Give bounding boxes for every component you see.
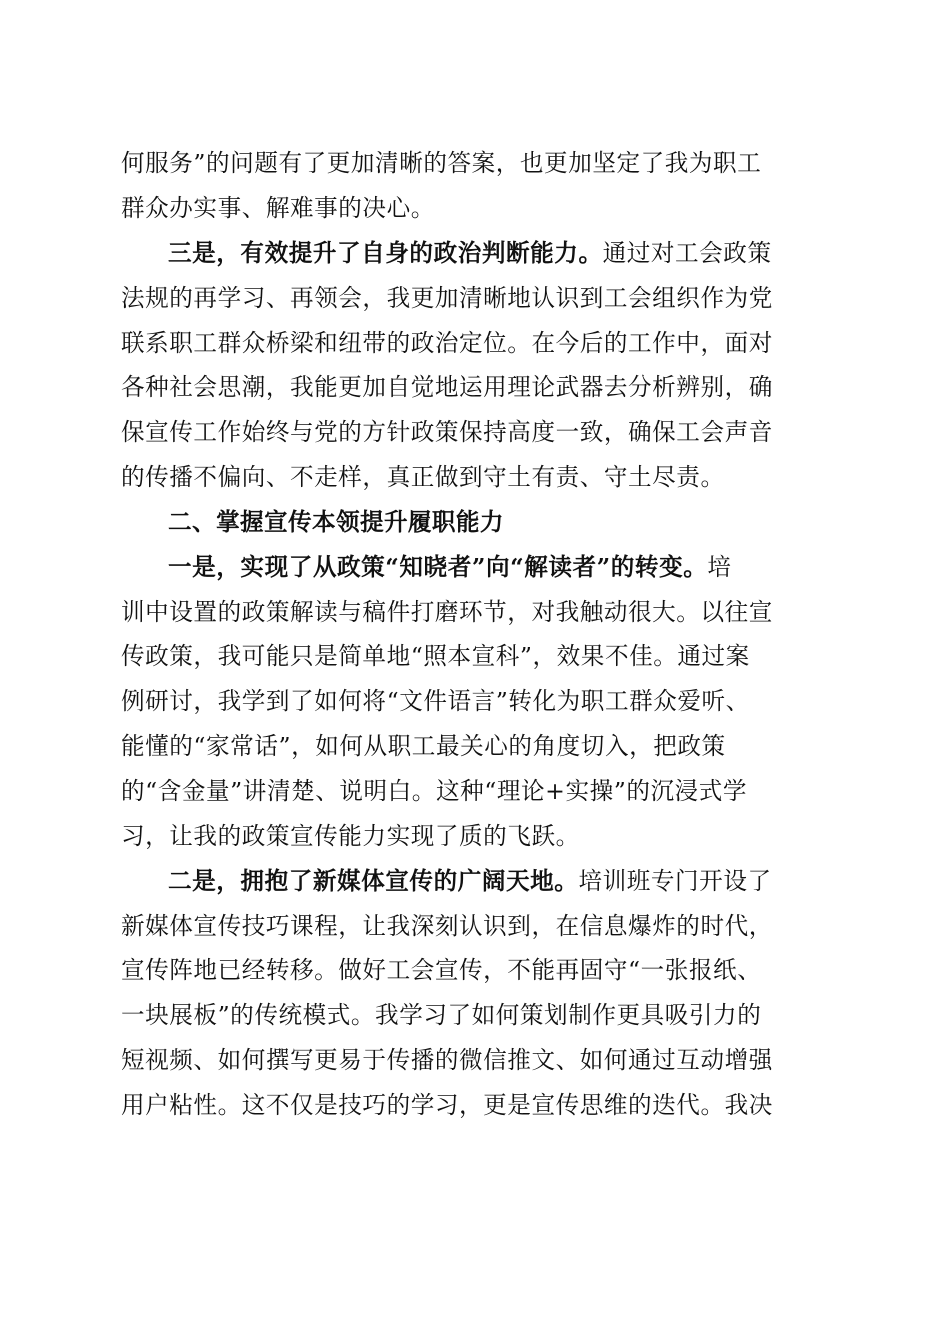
paragraph-line [121,776,747,806]
line-text: 宣传阵地已经转移。做好工会宣传，不能再固守“一张报纸、 [121,956,762,984]
line-text: 能懂的“家常话”，如何从职工最关心的角度切入，把政策 [121,732,726,760]
paragraph-line [121,148,761,178]
line-text: 一块展板”的传统模式。我学习了如何策划制作更具吸引力的 [121,1001,762,1029]
line-text: 短视频、如何撰写更易于传播的微信推文、如何通过互动增强 [121,1046,773,1074]
paragraph-line [121,641,750,671]
paragraph-line [121,417,773,447]
paragraph-line [121,1090,773,1120]
paragraph-first-line [168,866,772,896]
paragraph-line [121,1045,773,1075]
paragraph-line [121,911,773,941]
line-text: 群众办实事、解难事的决心。 [121,194,435,222]
paragraph-first-line [168,552,732,582]
heading-text: 二、掌握宣传本领提升履职能力 [168,508,504,536]
line-text: 习，让我的政策宣传能力实现了质的飞跃。 [121,822,580,850]
line-text: 何服务”的问题有了更加清晰的答案，也更加坚定了我为职工 [121,149,762,177]
paragraph-line [121,283,773,313]
paragraph-first-line [168,238,772,268]
line-text: 保宣传工作始终与党的方针政策保持高度一致，确保工会声音 [121,418,773,446]
paragraph-line [121,193,435,223]
paragraph-lead: 二是，拥抱了新媒体宣传的广阔天地。 [168,867,579,895]
line-text: 联系职工群众桥梁和纽带的政治定位。在今后的工作中，面对 [121,329,773,357]
paragraph-lead: 三是，有效提升了自身的政治判断能力。 [168,239,603,267]
paragraph-line [121,462,725,492]
section-heading [168,507,504,537]
paragraph-line [121,686,750,716]
paragraph-line [121,597,773,627]
paragraph-line [121,372,773,402]
paragraph-lead: 一是，实现了从政策“知晓者”向“解读者”的转变。 [168,553,708,581]
paragraph-line [121,1000,761,1030]
paragraph-line [121,731,726,761]
line-text: 培 [707,553,732,581]
line-text: 培训班专门开设了 [578,867,772,895]
line-text: 的“含金量”讲清楚、说明白。这种“理论+实操”的沉浸式学 [121,777,748,805]
line-text: 用户粘性。这不仅是技巧的学习，更是宣传思维的迭代。我决 [121,1091,773,1119]
paragraph-line [121,955,761,985]
line-text: 例研讨，我学到了如何将“文件语言”转化为职工群众爱听、 [121,687,750,715]
paragraph-line [121,821,580,851]
line-text: 的传播不偏向、不走样，真正做到守土有责、守土尽责。 [121,463,725,491]
line-text: 训中设置的政策解读与稿件打磨环节，对我触动很大。以往宣 [121,598,773,626]
line-text: 各种社会思潮，我能更加自觉地运用理论武器去分析辨别，确 [121,373,773,401]
paragraph-line [121,328,773,358]
line-text: 法规的再学习、再领会，我更加清晰地认识到工会组织作为党 [121,284,773,312]
line-text: 新媒体宣传技巧课程，让我深刻认识到，在信息爆炸的时代， [121,912,773,940]
line-text: 传政策，我可能只是简单地“照本宣科”，效果不佳。通过案 [121,642,750,670]
line-text: 通过对工会政策 [602,239,772,267]
